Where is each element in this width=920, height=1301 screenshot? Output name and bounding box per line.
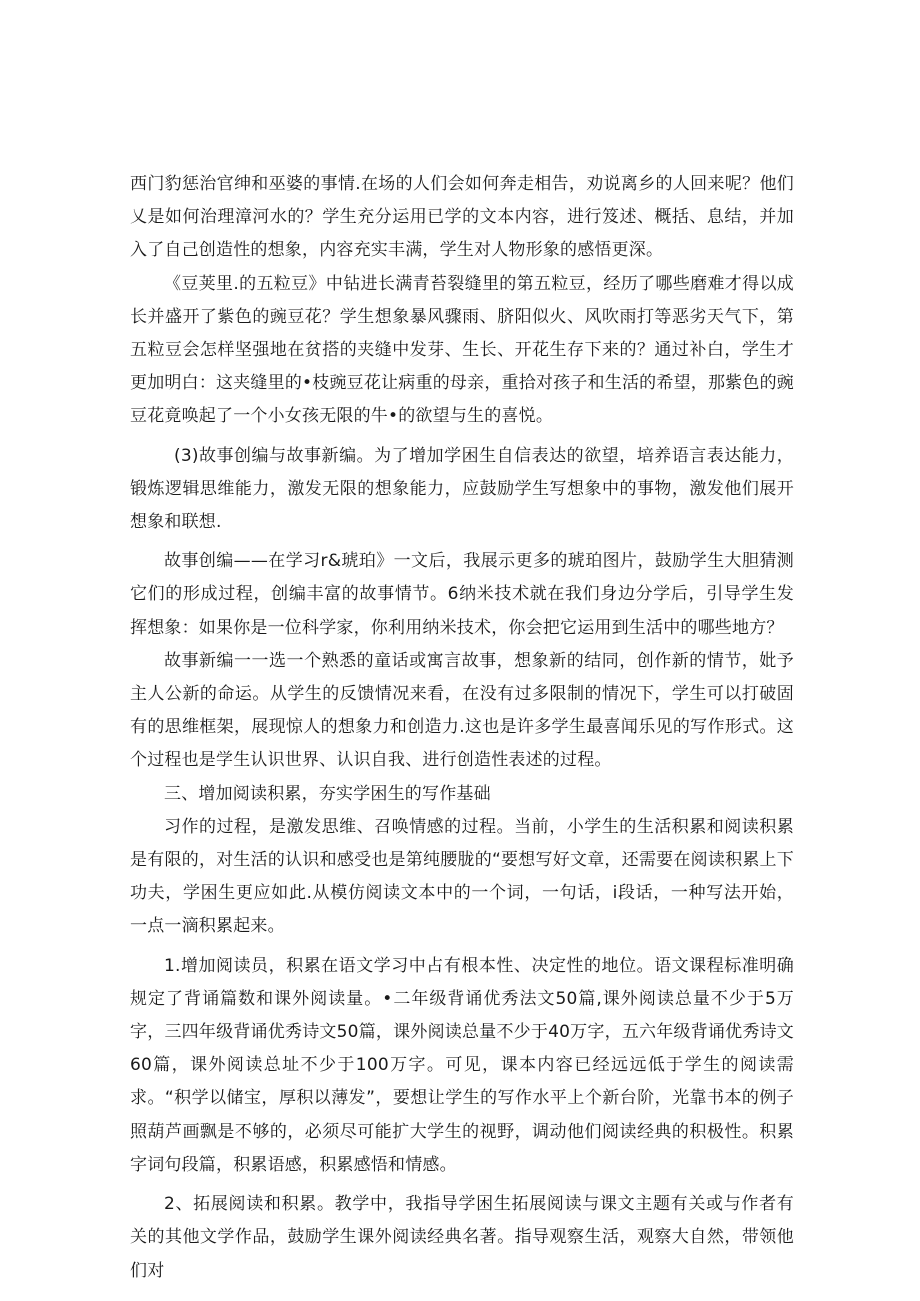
paragraph-five-peas: 《豆荚里.的五粒豆》中钻进长满青苔裂缝里的第五粒豆，经历了哪些磨难才得以成长并盛开了紫色的豌豆花？学生想象暴风骤雨、脐阳似火、风吹雨打等恶劣天气下，第五粒豆会怎样坚强地在贫搭的夹缝中发芽、生长、开花生存下来的？通过补白，学生才更加明白：这夹缝里的•枝豌豆花让病重的母亲，重拾对孩子和生活的希望，那紫色的豌豆花竟唤起了一个小女孩无限的牛•的欲望与生的喜悦。 [130,273,794,427]
paragraph-story-creation: (3)故事创编与故事新编。为了增加学困生自信表达的欲望，培养语言表达能力，锻炼逻辑思维能力，激发无限的想象能力，应鼓励学生写想象中的事物，激发他们展开想象和联想. [130,445,794,533]
paragraph-writing-process: 习作的过程，是激发思维、召唤情感的过程。当前，小学生的生活积累和阅读积累是有限的，对生活的认识和感受也是第纯腰胧的“要想写好文章，还需要在阅读积累上下功夫，学困生更应如此.从模仿阅读文本中的一个词，一句话，i段话，一种写法开始，一点一滴积累起来。 [130,816,794,937]
section-heading-reading: 三、增加阅读积累，夯实学困生的写作基础 [164,783,491,804]
paragraph-story-rewrite: 故事新编一一选一个熟悉的童话或寓言故事，想象新的结同，创作新的情节，妣予主人公新的命运。从学生的反馈情况来看，在没有过多限制的情况下，学生可以打破固有的思维框架，展现惊人的想象力和创造力.这也是许多学生最喜闻乐见的写作形式。这个过程也是学生认识世界、认识自我、进行创造性表述的过程。 [130,650,794,771]
paragraph-extended-reading: 2、拓展阅读和积累。教学中，我指导学困生拓展阅读与课文主题有关或与作者有关的其他文学作品，鼓励学生课外阅读经典名著。指导观察生活，观察大自然，带领他们对 [130,1194,794,1281]
body-text [130,168,794,1288]
paragraph-story-amber: 故事创编——在学习r&琥珀》一文后，我展示更多的琥珀图片，鼓励学生大胆猜测它们的形成过程，创编丰富的故事情节。6纳米技术就在我们身边分学后，引导学生发挥想象：如果你是一位科学家，你利用纳米技术，你会把它运用到生活中的哪些地方？ [130,551,794,638]
paragraph-reading-volume: 1.增加阅读员，积累在语文学习中占有根本性、决定性的地位。语文课程标准明确规定了背诵篇数和课外阅读量。•二年级背诵优秀法文50篇,课外阅读总量不少于5万字，三四年级背诵优秀诗文50篇，课外阅读总量不少于40万字，五六年级背诵优秀诗文60篇，课外阅读总址不少于100万字。可见，课本内容已经远远低于学生的阅读需求。“积学以储宝，厚积以薄发”，要想让学生的写作水平上个新台阶，光靠书本的例子照葫芦画飘是不够的，必须尽可能扩大学生的视野，调动他们阅读经典的积极性。积累字词句段篇，积累语感，积累感悟和情感。 [130,955,794,1175]
paragraph-ximenbao: 西门豹惩治官绅和巫婆的事情.在场的人们会如何奔走相告，劝说离乡的人回来呢？他们乂是如何治理漳河水的？学生充分运用已学的文本内容，进行笈述、概括、息结，并加入了自己创造性的想象，内容充实丰满，学生对人物形象的感悟更深。 [130,174,794,261]
